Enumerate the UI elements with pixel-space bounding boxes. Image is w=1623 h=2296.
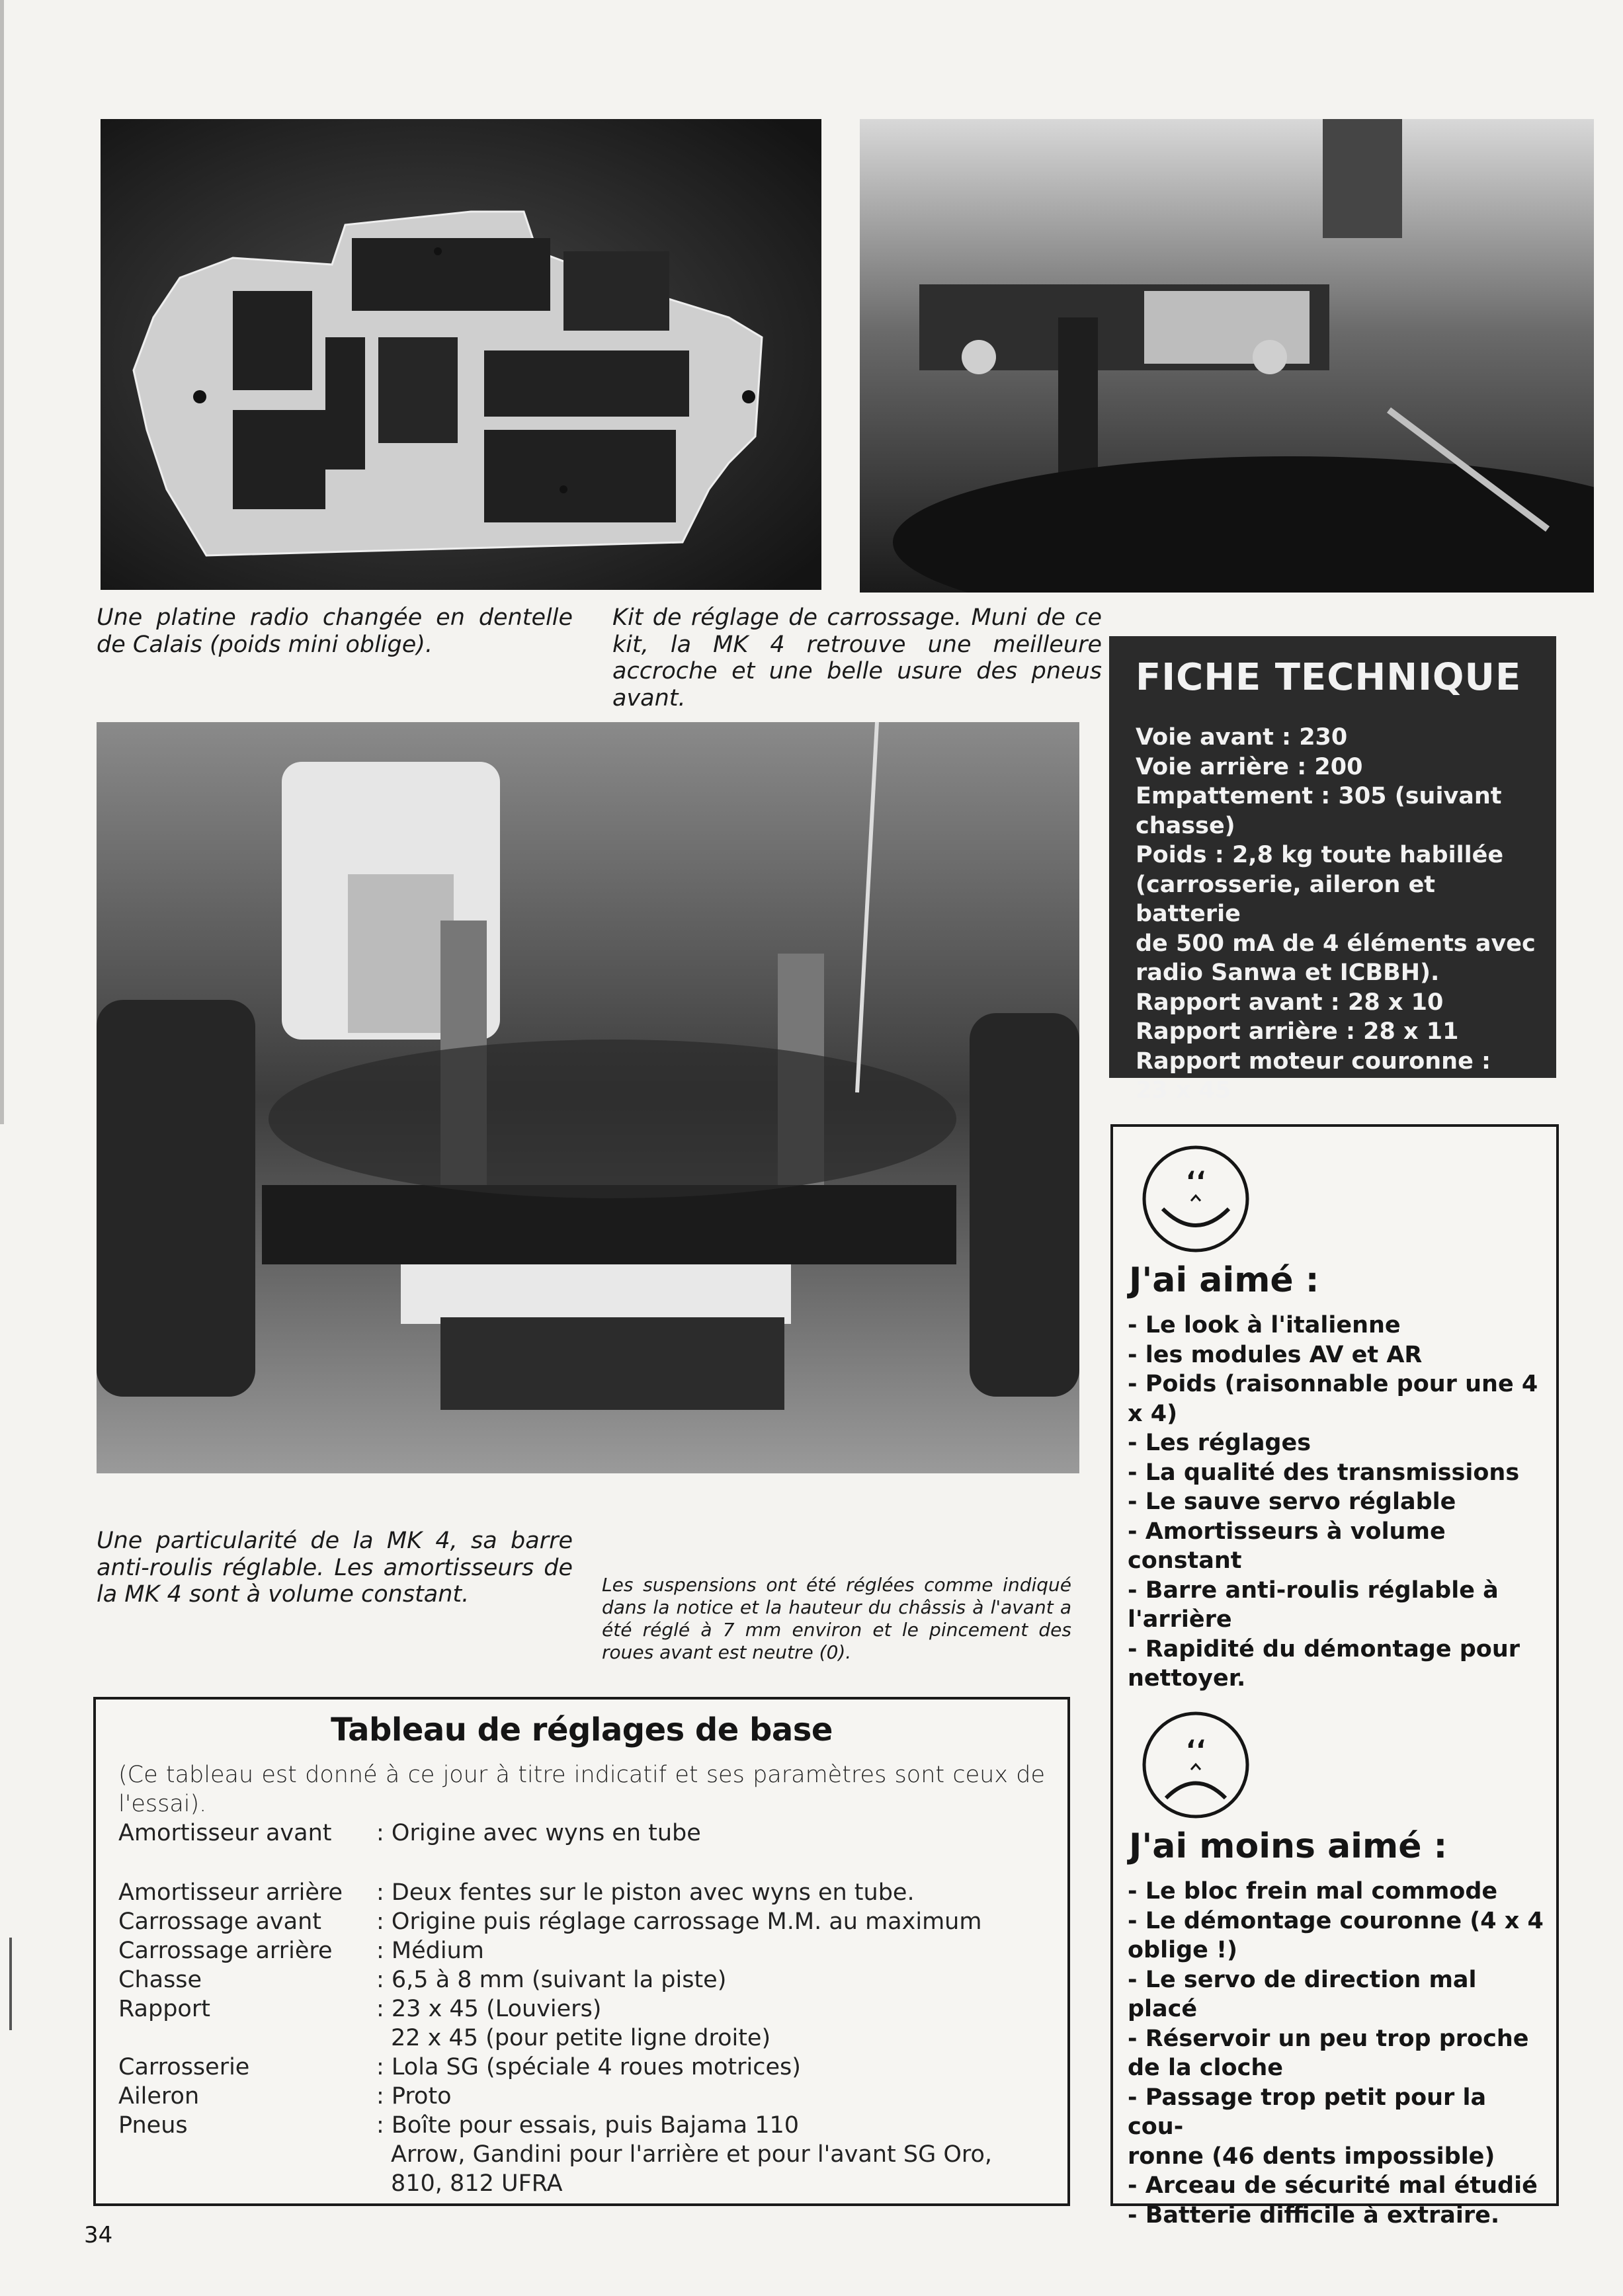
liked-item: - Amortisseurs à volume [1128,1518,1446,1545]
fiche-line: (carrosserie, aileron et batterie [1136,871,1436,927]
row-value: : 23 x 45 (Louviers) [376,1996,602,2022]
row-value: : Lola SG (spéciale 4 roues motrices) [376,2054,801,2080]
liked-item: - Le sauve servo réglable [1128,1489,1456,1515]
liked-item: - La qualité des transmissions [1128,1459,1520,1486]
row-value: : Médium [376,1938,484,1964]
liked-item: l'arrière [1128,1606,1232,1633]
page-number: 34 [84,2222,113,2248]
row-value: : Origine avec wyns en tube [376,1820,701,1846]
fiche-line: Voie avant : 230 [1136,724,1348,751]
smiley-face-icon [1140,1143,1252,1255]
page-edge-mark [9,1938,12,2030]
row-label: Amortisseur avant [118,1820,332,1846]
row-label: Carrosserie [118,2054,250,2080]
fiche-line: Voie arrière : 200 [1136,753,1363,780]
disliked-list [1128,1877,1546,2230]
row-label: Amortisseur arrière [118,1879,343,1906]
settings-table-title: Tableau de réglages de base [331,1711,833,1748]
fiche-line: radio Sanwa et ICBBH). [1136,960,1440,986]
photo-camber-kit [860,119,1594,593]
row-value: : Proto [376,2083,452,2110]
liked-item: - Rapidité du démontage pour [1128,1635,1520,1662]
page-edge-mark [0,0,4,1124]
liked-item: nettoyer. [1128,1665,1246,1692]
liked-item: - les modules AV et AR [1128,1341,1423,1368]
fiche-line: Rapport moteur couronne : [1136,1047,1491,1075]
fiche-lines [1136,723,1538,1106]
row-value: : Origine puis réglage carrossage M.M. au maximum [376,1908,982,1935]
row-label: Carrossage arrière [118,1938,333,1964]
row-value: : Deux fentes sur le piston avec wyns en tube. [376,1879,915,1906]
row-label: Pneus [118,2112,188,2139]
fiche-line: chasse) [1136,812,1235,839]
liked-list [1128,1311,1546,1694]
fiche-line: Empattement : 305 (suivant [1136,783,1502,809]
disliked-item: - Réservoir un peu trop proche [1128,2025,1529,2052]
disliked-item: - Batterie difficile à extraire. [1128,2201,1500,2229]
fiche-line: 23 x 45 [1136,1077,1231,1104]
svg-text:‘‘: ‘‘ [1185,1167,1206,1197]
disliked-item: placé [1128,1996,1198,2022]
fiche-line: de 500 mA de 4 éléments avec [1136,930,1536,957]
fiche-technique-box [1109,636,1556,1104]
caption-suspension: Les suspensions ont été réglées comme indiqué dans la notice et la hauteur du châssis à l'avant a été réglé à 7 mm environ et le pincement des roues avant est neutre (0). [602,1574,1071,1664]
caption-anti-roll: Une particularité de la MK 4, sa barre anti-roulis réglable. Les amortisseurs de la MK 4 sont à volume constant. [97,1528,573,1608]
fiche-line: Rapport avant : 28 x 10 [1136,989,1444,1016]
photo-radio-plate [101,119,821,590]
liked-item: x 4) [1128,1400,1178,1427]
row-label: Carrossage avant [118,1908,322,1935]
disliked-item: - Le démontage couronne (4 x 4 [1128,1907,1544,1934]
disliked-item: oblige !) [1128,1937,1238,1963]
svg-text:‘‘: ‘‘ [1185,1735,1206,1766]
fiche-line: Rapport arrière : 28 x 11 [1136,1018,1459,1045]
likes-dislikes-box [1110,1124,1559,2229]
liked-item: - Barre anti-roulis réglable à [1128,1577,1499,1604]
settings-table-box [93,1697,1070,2206]
photo-chassis [97,722,1079,1473]
row-value: : Boîte pour essais, puis Bajama 110 [376,2112,800,2139]
liked-item: constant [1128,1547,1242,1574]
liked-title: J'ai aimé : [1129,1260,1319,1300]
row-value: 810, 812 UFRA [391,2170,563,2197]
liked-item: - Poids (raisonnable pour une 4 [1128,1371,1538,1397]
row-value: Arrow, Gandini pour l'arrière et pour l'avant SG Oro, [391,2141,993,2168]
settings-table-intro: (Ce tableau est donné à ce jour à titre indicatif et ses paramètres sont ceux de l'essai). [118,1762,1045,1817]
disliked-title: J'ai moins aimé : [1129,1826,1448,1866]
caption-camber-kit: Kit de réglage de carrossage. Muni de ce kit, la MK 4 retrouve une meilleure accroche et une belle usure des pneus avant. [612,604,1102,712]
row-label: Rapport [118,1996,210,2022]
liked-item: - Les réglages [1128,1430,1311,1456]
disliked-item: - Passage trop petit pour la cou- [1128,2084,1487,2140]
row-label: Aileron [118,2083,200,2110]
disliked-item: - Le servo de direction mal [1128,1966,1477,1993]
row-value: 22 x 45 (pour petite ligne droite) [391,2025,771,2051]
disliked-item: - Arceau de sécurité mal étudié [1128,2172,1538,2199]
sad-face-icon [1140,1709,1252,1821]
row-value: : 6,5 à 8 mm (suivant la piste) [376,1967,727,1993]
disliked-item: - Le bloc frein mal commode [1128,1878,1498,1905]
liked-item: - Le look à l'italienne [1128,1312,1401,1338]
fiche-title: FICHE TECHNIQUE [1136,656,1522,699]
caption-radio-plate: Une platine radio changée en dentelle de Calais (poids mini oblige). [97,604,573,658]
row-label: Chasse [118,1967,202,1993]
fiche-line: Poids : 2,8 kg toute habillée [1136,842,1504,868]
disliked-item: de la cloche [1128,2055,1283,2081]
disliked-item: ronne (46 dents impossible) [1128,2143,1495,2170]
